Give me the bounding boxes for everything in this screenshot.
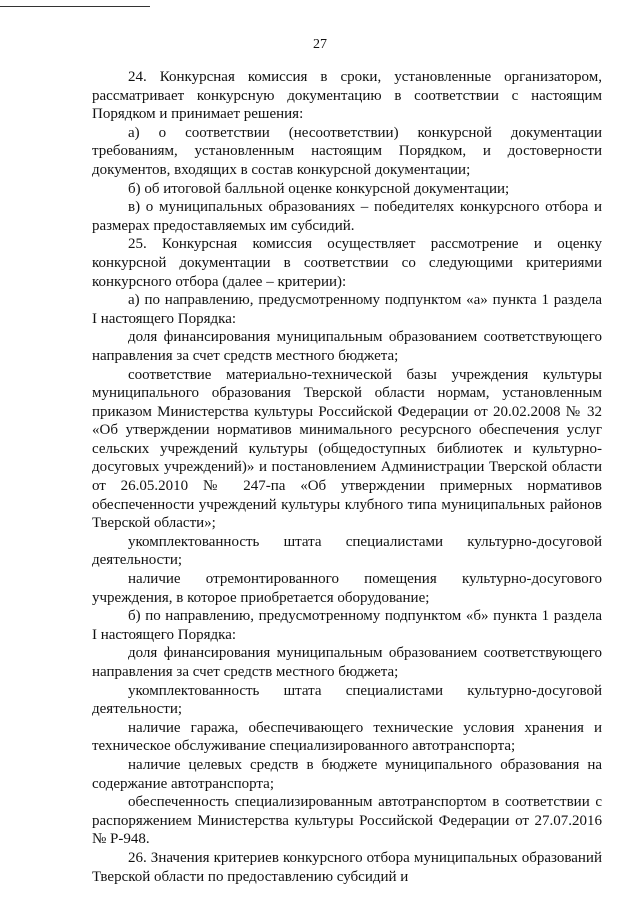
criterion-a-renovated-premises: наличие отремонтированного помещения культурно-досугового учреждения, в которое приобретается оборудование; (92, 571, 602, 606)
paragraph-26: 26. Значения критериев конкурсного отбора муниципальных образований Тверской области по предоставлению субсидий и (92, 849, 602, 885)
criterion-a-material-base: соответствие материально-технической базы учреждения культуры муниципального образования Тверской области нормам, установленным приказом Министерства культуры Российской Федерации от 20.02.2008 № 32 «Об утверждении нормативов минимального ресурсного обеспечения услуг сельских учреждений культуры (общедоступных библиотек и культурно-досуговых учреждений)» и постановлением Администрации Тверской области от 26.05.2010 № 247-па «Об утверждении примерных нормативов обеспеченности учреждений культуры клубного типа муниципальных районов Тверской области»; (92, 366, 602, 532)
criterion-b-budget-funds: наличие целевых средств в бюджете муниципального образования на содержание автотранспорта; (92, 756, 602, 792)
paragraph-24: 24. Конкурсная комиссия в сроки, установленные организатором, рассматривает конкурсную документацию в соответствии с настоящим Порядком и принимает решения: (92, 69, 602, 123)
criterion-a-funding-share: доля финансирования муниципальным образованием соответствующего направления за счет средств местного бюджета; (92, 329, 602, 364)
paragraph-24-c: в) о муниципальных образованиях – победителях конкурсного отбора и размерах предоставляемых им субсидий. (92, 199, 602, 234)
criterion-b-staffing: укомплектованность штата специалистами культурно-досуговой деятельности; (92, 682, 602, 718)
criterion-a-staffing: укомплектованность штата специалистами культурно-досуговой деятельности; (92, 533, 602, 569)
document-body (92, 68, 602, 886)
criterion-b-vehicle-provision: обеспеченность специализированным автотранспортом в соответствии с распоряжением Министерства культуры Российской Федерации от 27.07.2016 № Р-948. (92, 794, 602, 848)
criterion-b-funding-share: доля финансирования муниципальным образованием соответствующего направления за счет средств местного бюджета; (92, 645, 602, 680)
paragraph-24-a: а) о соответствии (несоответствии) конкурсной документации требованиям, установленным настоящим Порядком, и достоверности документов, входящих в состав конкурсной документации; (92, 124, 602, 178)
paragraph-24-b: б) об итоговой балльной оценке конкурсной документации; (128, 180, 510, 197)
paragraph-25-b: б) по направлению, предусмотренному подпунктом «б» пункта 1 раздела I настоящего Порядка: (92, 608, 602, 643)
criterion-b-garage: наличие гаража, обеспечивающего технические условия хранения и техническое обслуживание специализированного автотранспорта; (92, 719, 602, 755)
page-number: 27 (313, 37, 327, 52)
paragraph-25-a: а) по направлению, предусмотренному подпунктом «а» пункта 1 раздела I настоящего Порядка: (92, 292, 602, 327)
paragraph-25: 25. Конкурсная комиссия осуществляет рассмотрение и оценку конкурсной документации в соответствии со следующими критериями конкурсного отбора (далее – критерии): (92, 236, 602, 290)
